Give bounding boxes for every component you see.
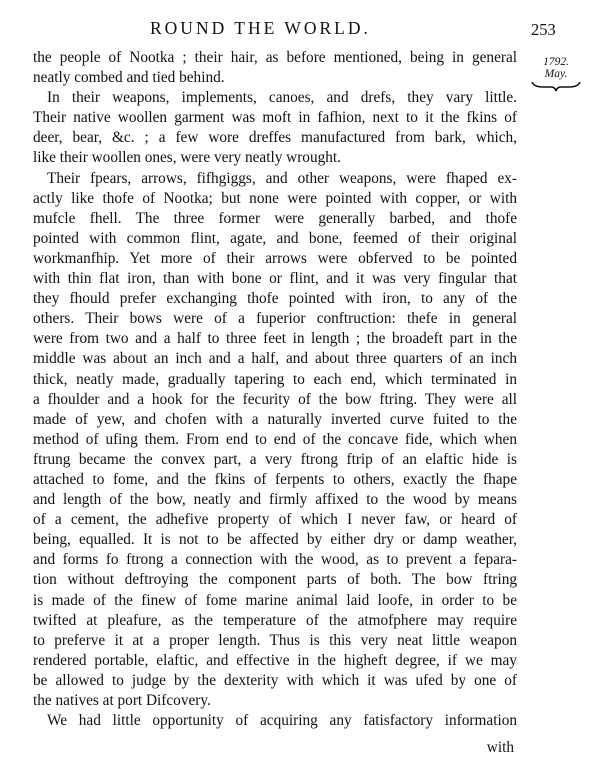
margin-year: 1792. [543,56,569,68]
text-line: of a cement, the adhefive property of which I never faw, or heard of [33,511,517,529]
text-line: rendered portable, elaftic, and effective in the higheft degree, if we may [33,651,517,669]
margin-brace-icon [531,80,581,92]
text-line: actly like thofe of Nootka; but none were pointed with copper, or with [33,189,517,207]
text-line: method of ufing them. From end to end of the concave fide, which when [33,430,517,448]
text-line: twifted at pleafure, as the temperature of the atmofphere may require [33,611,517,629]
text-line: Their fpears, arrows, fifhgiggs, and other weapons, were fhaped ex- [47,169,517,187]
text-line: Their native woollen garment was moft in fafhion, next to it the fkins of [33,109,517,127]
text-line: being, equalled. It is not to be affected by either dry or damp weather, [33,531,517,549]
text-line: In their weapons, implements, canoes, and drefs, they vary little. [47,89,517,107]
text-line: the people of Nootka ; their hair, as before mentioned, being in general [33,49,517,66]
text-line: We had little opportunity of acquiring any fatisfactory information [47,712,517,730]
text-line: with thin flat iron, than with bone or flint, and it was very fingular that [33,270,517,288]
margin-date-note [530,56,582,80]
page-number: 253 [531,20,556,39]
text-line: mufcle fhell. The three former were generally barbed, and thofe [33,209,517,227]
text-line: tion without deftroying the component parts of both. The bow ftring [33,571,517,589]
catchword: with [486,739,514,756]
text-line: neatly combed and tied behind. [33,69,225,87]
margin-month: May. [544,68,568,80]
text-line: workmanfhip. Yet more of their arrows were obferved to be pointed [33,249,517,267]
text-line: pointed with common flint, agate, and bone, feemed of their original [33,229,517,247]
text-line: and length of the bow, neatly and firmly affixed to the wood by means [33,491,517,509]
text-line: they fhould prefer exchanging thofe pointed with iron, to any of the [33,290,517,308]
text-line: deer, bear, &c. ; a few wore dreffes manufactured from bark, which, [33,129,517,147]
text-line: is made of the finew of fome marine animal laid loofe, in order to be [33,591,517,609]
text-line: others. Their bows were of a fuperior conftruction: thefe in general [33,310,517,328]
text-line: thick, neatly made, gradually tapering to each end, which terminated in [33,370,517,388]
text-line: attached to fome, and the fkins of ferpents to others, exactly the fhape [33,470,517,488]
body-text [33,48,517,731]
text-line: ftrung became the convex part, a very ftrong ftrip of an elaftic hide is [33,450,517,468]
text-line: middle was about an inch and a half, and about three quarters of an inch [33,350,517,368]
text-line: a fhoulder and a hook for the fecurity of the bow ftring. They were all [33,390,517,408]
text-line: to preferve it at a proper length. Thus is this very neat little weapon [33,631,517,649]
running-head [0,18,600,42]
running-title: ROUND THE WORLD. [150,18,371,38]
text-line: be allowed to judge by the dexterity with which it was ufed by one of [33,671,517,689]
text-line: made of yew, and chofen with a naturally inverted curve fuited to the [33,410,517,428]
text-line: like their woollen ones, were very neatly wrought. [33,149,341,167]
text-line: were from two and a half to three feet in length ; the broadeft part in the [33,330,517,348]
text-line: the natives at port Difcovery. [33,692,211,709]
text-line: and forms fo ftrong a connection with the wood, as to prevent a fepara- [33,551,517,569]
